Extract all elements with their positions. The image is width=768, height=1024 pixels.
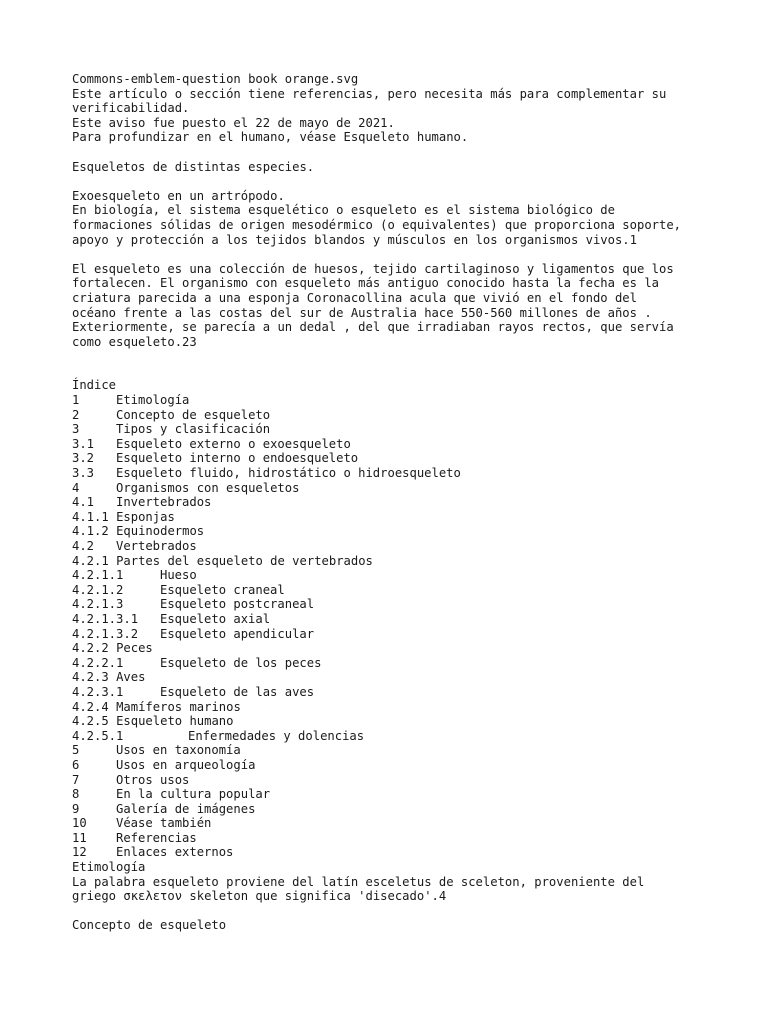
notice-text-2: verificabilidad. — [72, 101, 190, 116]
toc-item[interactable] — [72, 481, 712, 496]
toc-item-number: 4.2.1.3 — [72, 597, 124, 612]
toc-item[interactable] — [72, 656, 712, 671]
caption-arthropod: Exoesqueleto en un artrópodo. — [72, 188, 285, 203]
paragraph-line: criatura parecida a una esponja Coronacollina acula que vivió en el fondo del — [72, 290, 637, 305]
toc-item-number: 4.1.2 — [72, 524, 109, 539]
paragraph-line: fortalecen. El organismo con esqueleto más antiguo conocido hasta la fecha es la — [72, 276, 659, 291]
section-heading-etimologia: Etimología — [72, 860, 146, 875]
toc-item-label: Usos en taxonomía — [116, 743, 241, 758]
toc-item[interactable] — [72, 451, 712, 466]
toc-title: Índice — [72, 378, 117, 393]
intro-line: apoyo y protección a los tejidos blandos y músculos en los organismos vivos.1 — [72, 232, 637, 247]
intro-line: En biología, el sistema esquelético o esqueleto es el sistema biológico de — [72, 203, 615, 218]
toc-item-label: Concepto de esqueleto — [116, 407, 271, 422]
table-of-contents — [72, 393, 712, 860]
toc-item-label: En la cultura popular — [116, 787, 271, 802]
toc-item[interactable] — [72, 422, 712, 437]
toc-item[interactable] — [72, 597, 712, 612]
toc-item-label: Enlaces externos — [116, 845, 234, 860]
toc-item-number: 12 — [72, 845, 87, 860]
toc-item-number: 11 — [72, 830, 87, 845]
toc-item[interactable] — [72, 495, 712, 510]
toc-item-label: Esqueleto de las aves — [160, 684, 315, 699]
see-also-note: Para profundizar en el humano, véase Esqueleto humano. — [72, 130, 469, 145]
toc-item[interactable] — [72, 845, 712, 860]
toc-item-label: Organismos con esqueletos — [116, 480, 300, 495]
toc-item[interactable] — [72, 758, 712, 773]
toc-item-number: 6 — [72, 757, 80, 772]
toc-item-number: 4.2.3 — [72, 670, 109, 685]
toc-item[interactable] — [72, 393, 712, 408]
spacer — [72, 145, 712, 160]
toc-item-number: 4.2.1.2 — [72, 582, 124, 597]
toc-item-number: 4.2.1.3.2 — [72, 626, 139, 641]
toc-item-label: Esqueleto externo o exoesqueleto — [116, 436, 351, 451]
toc-item-label: Mamíferos marinos — [116, 699, 241, 714]
toc-item-number: 4.2 — [72, 539, 95, 553]
toc-item-label: Esqueleto postcraneal — [160, 597, 315, 612]
toc-item-label: Esqueleto de los peces — [160, 655, 322, 670]
toc-item[interactable] — [72, 408, 712, 423]
notice-date: Este aviso fue puesto el 22 de mayo de 2021. — [72, 115, 395, 130]
toc-item[interactable] — [72, 568, 712, 583]
toc-item[interactable] — [72, 583, 712, 598]
toc-item-number: 4.2.2 — [72, 641, 109, 656]
toc-item[interactable] — [72, 612, 712, 627]
toc-item-number: 7 — [72, 772, 80, 787]
paragraph-line: El esqueleto es una colección de huesos, tejido cartilaginoso y ligamentos que los — [72, 261, 674, 276]
intro-line: formaciones sólidas de origen mesodérmico (o equivalentes) que proporciona soporte, — [72, 217, 682, 232]
toc-item-number: 4.2.3.1 — [72, 684, 124, 699]
paragraph-line: océano frente a las costas del sur de Australia hace 550-560 millones de años . — [72, 305, 652, 320]
toc-item-label: Equinodermos — [116, 524, 205, 539]
toc-item[interactable] — [72, 641, 712, 656]
toc-item[interactable] — [72, 700, 712, 715]
toc-item-label: Esqueleto craneal — [160, 582, 285, 597]
toc-item-number: 4.2.1.3.1 — [72, 611, 139, 626]
spacer — [72, 349, 712, 378]
toc-item-label: Esqueleto fluido, hidrostático o hidroesqueleto — [116, 466, 461, 481]
toc-item[interactable] — [72, 816, 712, 831]
toc-item-label: Etimología — [116, 393, 190, 408]
toc-item-number: 4.2.2.1 — [72, 655, 124, 670]
toc-item[interactable] — [72, 524, 712, 539]
toc-item-label: Partes del esqueleto de vertebrados — [116, 553, 373, 568]
toc-item[interactable] — [72, 802, 712, 817]
toc-item-label: Tipos y clasificación — [116, 422, 271, 437]
toc-item[interactable] — [72, 510, 712, 525]
toc-item-label: Hueso — [160, 568, 197, 583]
spacer — [72, 904, 712, 919]
toc-item[interactable] — [72, 773, 712, 788]
toc-item[interactable] — [72, 831, 712, 846]
toc-item-number: 4 — [72, 480, 80, 495]
etimologia-line: griego σκελετον skeleton que significa 'disecado'.4 — [72, 889, 447, 904]
toc-item-number: 3.2 — [72, 451, 95, 466]
toc-item-label: Referencias — [116, 830, 197, 845]
toc-item-number: 4.2.5.1 — [72, 728, 124, 743]
toc-item-label: Otros usos — [116, 772, 190, 787]
toc-item-label: Esqueleto axial — [160, 611, 271, 626]
toc-item-label: Esqueleto interno o endoesqueleto — [116, 451, 359, 466]
section-heading-concepto: Concepto de esqueleto — [72, 918, 227, 933]
toc-item-label: Esponjas — [116, 509, 175, 524]
toc-item-number: 10 — [72, 816, 87, 831]
toc-item-number: 4.2.4 — [72, 699, 109, 714]
toc-item-label: Enfermedades y dolencias — [188, 728, 365, 743]
toc-item-label: Galería de imágenes — [116, 801, 256, 816]
toc-item[interactable] — [72, 627, 712, 642]
caption-species: Esqueletos de distintas especies. — [72, 159, 315, 174]
toc-item-number: 4.2.1.1 — [72, 568, 124, 583]
toc-item-label: Vertebrados — [116, 539, 197, 553]
toc-item-label: Invertebrados — [116, 495, 212, 510]
toc-item-number: 3.3 — [72, 466, 95, 481]
toc-item-number: 4.2.1 — [72, 553, 109, 568]
toc-item[interactable] — [72, 539, 712, 554]
toc-item[interactable] — [72, 437, 712, 452]
toc-item-number: 5 — [72, 743, 80, 758]
toc-item-number: 1 — [72, 393, 80, 408]
toc-item-number: 2 — [72, 407, 80, 422]
toc-item-number: 3 — [72, 422, 80, 437]
toc-item[interactable] — [72, 729, 712, 744]
document-page — [72, 72, 712, 933]
etimologia-line: La palabra esqueleto proviene del latín esceletus de sceleton, proveniente del — [72, 874, 645, 889]
toc-item-label: Usos en arqueología — [116, 757, 256, 772]
toc-item-label: Véase también — [116, 816, 212, 831]
toc-item[interactable] — [72, 554, 712, 569]
toc-item[interactable] — [72, 743, 712, 758]
toc-item-number: 4.1 — [72, 495, 95, 510]
toc-item-number: 4.2.5 — [72, 714, 109, 729]
toc-item-number: 8 — [72, 787, 80, 802]
toc-item-label: Esqueleto humano — [116, 714, 234, 729]
toc-item-number: 4.1.1 — [72, 509, 109, 524]
toc-item[interactable] — [72, 670, 712, 685]
paragraph-line: como esqueleto.23 — [72, 334, 197, 349]
toc-item[interactable] — [72, 685, 712, 700]
toc-item-label: Peces — [116, 641, 153, 656]
toc-item-number: 3.1 — [72, 436, 95, 451]
spacer — [72, 174, 712, 189]
notice-text-1: Este artículo o sección tiene referencias, pero necesita más para complementar su — [72, 86, 667, 101]
toc-item-label: Aves — [116, 670, 146, 685]
toc-item[interactable] — [72, 787, 712, 802]
toc-item-label: Esqueleto apendicular — [160, 626, 315, 641]
toc-item-number: 9 — [72, 801, 80, 816]
spacer — [72, 247, 712, 262]
paragraph-line: Exteriormente, se parecía a un dedal , del que irradiaban rayos rectos, que servía — [72, 320, 674, 335]
toc-item[interactable] — [72, 714, 712, 729]
toc-item[interactable] — [72, 466, 712, 481]
emblem-filename: Commons-emblem-question book orange.svg — [72, 72, 359, 86]
